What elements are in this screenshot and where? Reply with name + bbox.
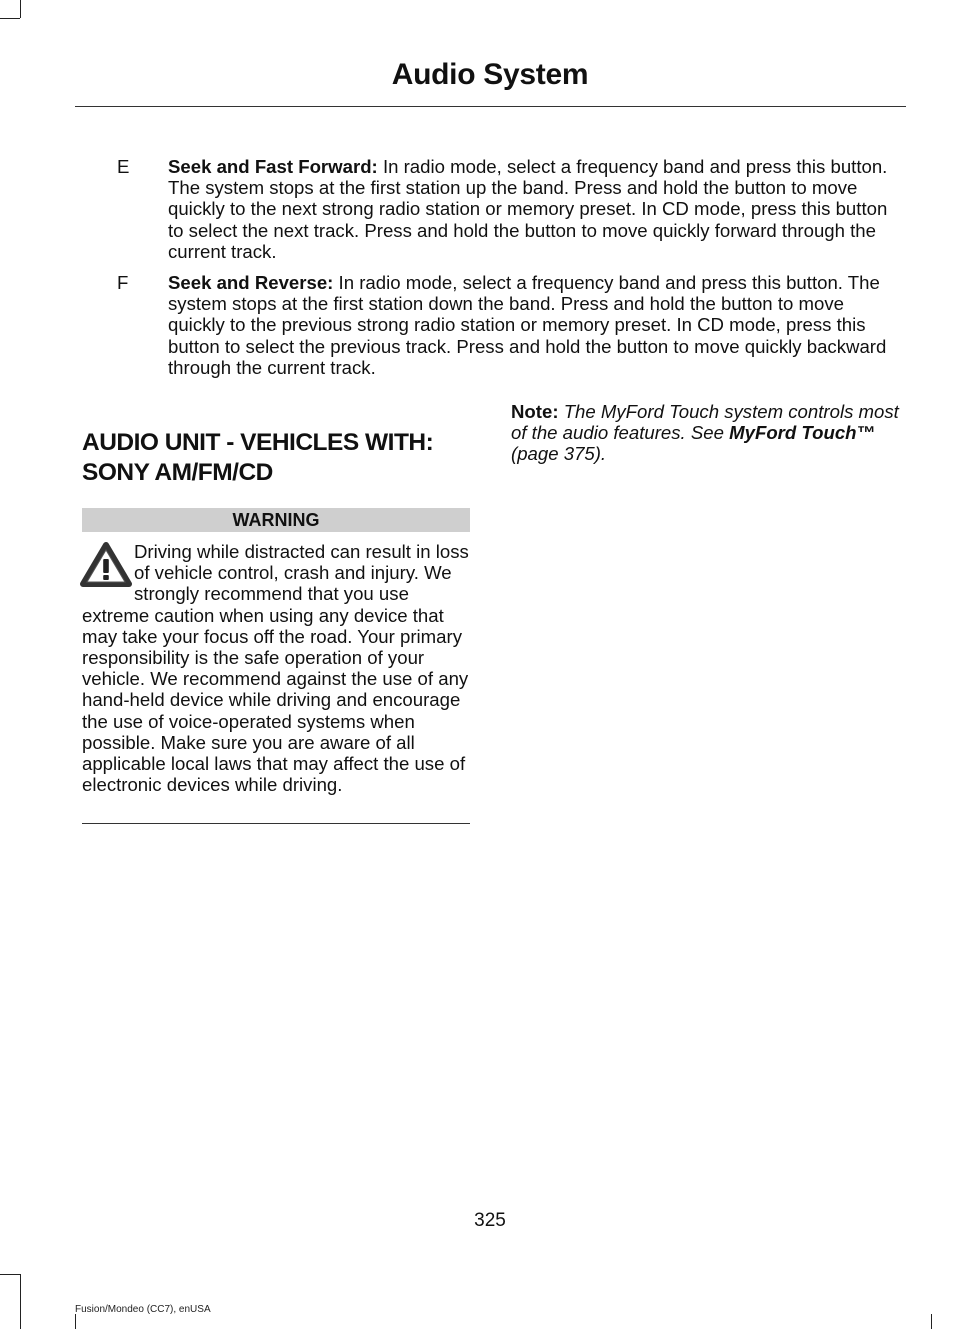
page-number: 325 xyxy=(474,1210,506,1231)
item-letter: F xyxy=(117,272,129,293)
footer-doc-id: Fusion/Mondeo (CC7), enUSA xyxy=(75,1304,211,1315)
list-item-e xyxy=(117,156,897,262)
item-text: In radio mode, select a frequency band and press this button. The system stops at the first station up the band. Press and hold the button to move quickly to the next strong radio station or memory preset. In CD mode, press this button to select the next track. Press and hold the button to move quickly forward through the current track. xyxy=(168,156,888,262)
warning-box xyxy=(82,541,472,795)
warning-divider xyxy=(82,823,470,824)
note-label: Note: xyxy=(511,401,559,422)
item-term: Seek and Reverse: xyxy=(168,272,334,293)
crop-mark-bottom-left-h xyxy=(0,1274,20,1275)
warning-triangle-icon xyxy=(80,542,132,588)
crop-mark-top-left-h xyxy=(0,18,20,19)
item-term: Seek and Fast Forward: xyxy=(168,156,378,177)
item-text: In radio mode, select a frequency band and press this button. The system stops at the first station down the band. Press and hold the button to move quickly to the previous strong radio station or memory preset. In CD mode, press this button to select the previous track. Press and hold the button to move quickly backward through the current track. xyxy=(168,272,887,378)
item-body xyxy=(168,272,897,378)
note-link[interactable]: MyFord Touch™ xyxy=(729,422,876,444)
header-divider xyxy=(75,106,906,107)
crop-mark-top-left-v xyxy=(20,0,21,18)
list-item-f xyxy=(117,272,897,378)
warning-text: Driving while distracted can result in loss of vehicle control, crash and injury. We strongly recommend that you use extreme caution when using any device that may take your focus off the road. Your primary responsibility is the safe operation of your vehicle. We recommend against the use of any hand-held device while driving and encourage the use of voice-operated systems when possible. Make sure you are aware of all applicable local laws that may affect the use of electronic devices while driving. xyxy=(82,541,469,796)
note-page-ref: (page 375). xyxy=(511,443,607,465)
page-title: Audio System xyxy=(391,58,589,91)
item-body xyxy=(168,156,897,262)
crop-mark-bottom-tick-left xyxy=(75,1314,76,1329)
section-heading: AUDIO UNIT - VEHICLES WITH: SONY AM/FM/CD xyxy=(82,429,434,486)
crop-mark-bottom-left-v xyxy=(20,1274,21,1329)
item-letter: E xyxy=(117,156,130,177)
note-paragraph xyxy=(511,401,903,465)
warning-heading: WARNING xyxy=(82,508,470,532)
note-text: The MyFord Touch system controls most of the audio features. See xyxy=(511,401,899,444)
crop-mark-bottom-tick-right xyxy=(931,1314,932,1329)
